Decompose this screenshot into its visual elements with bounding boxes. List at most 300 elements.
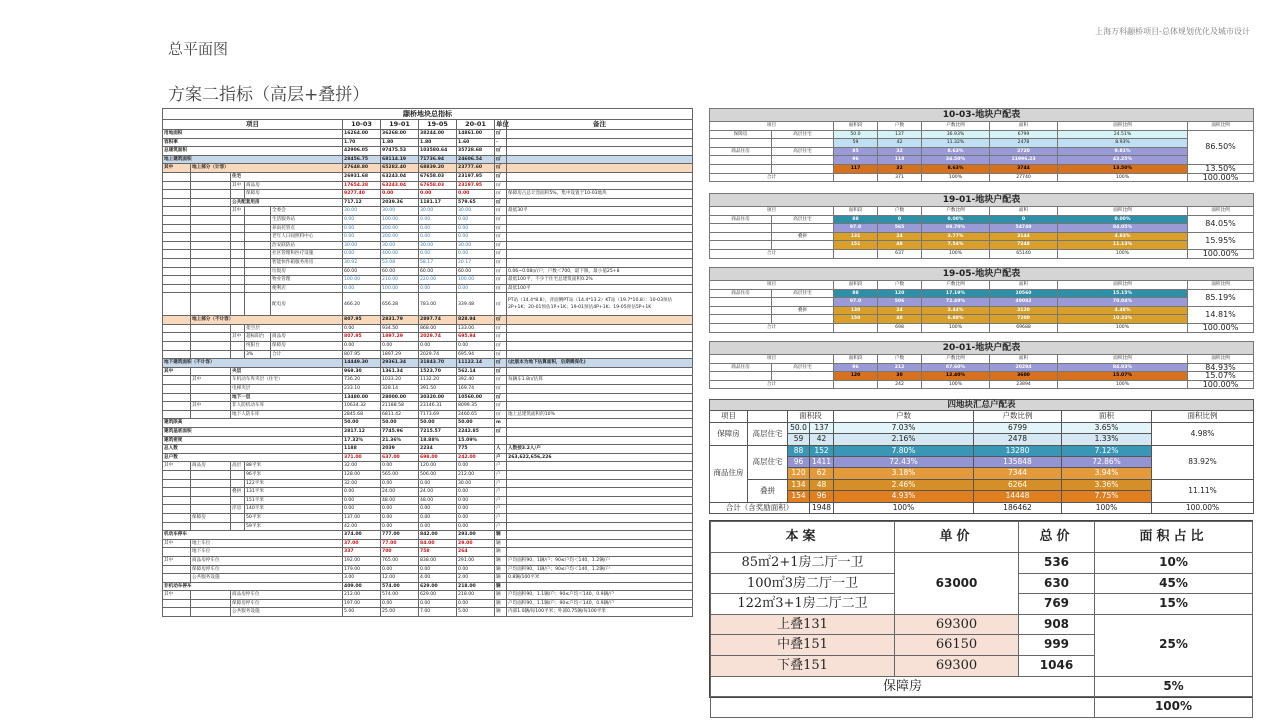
price-row — [711, 553, 1253, 574]
row-label: 非机动车停车 — [163, 582, 343, 591]
cell-value: 1033.20 — [381, 376, 419, 385]
row-label: 总建筑面积 — [163, 147, 343, 156]
cell-value: 0.00% — [1058, 215, 1188, 224]
cell-value: 11996.23 — [990, 156, 1058, 165]
cell-value: 2039.36 — [381, 198, 419, 207]
cell-value: 242 — [878, 380, 922, 389]
row-label: 地下建筑面积（不计容） — [163, 359, 343, 368]
cell-value: 0.00 — [419, 513, 457, 522]
unit-type: 中叠151 — [711, 635, 895, 656]
merged-ratio: 13.50% — [1188, 164, 1254, 173]
cell-value: 6.88% — [922, 315, 990, 324]
table-row — [163, 181, 693, 190]
cell-value: 120 — [834, 372, 878, 381]
cell-unit: m — [495, 419, 507, 428]
row-group-label — [163, 233, 191, 242]
table-row — [163, 367, 693, 376]
type-label: 高层住宅 — [748, 445, 788, 479]
cell-value: 135848 — [974, 457, 1062, 468]
type-label: 高层住宅 — [772, 363, 834, 372]
row-group-label — [163, 190, 191, 199]
cell-value: 2831.79 — [381, 316, 419, 325]
cell-value: 242.00 — [457, 453, 495, 462]
category-label — [710, 164, 772, 173]
cell-value — [834, 173, 878, 182]
type-label: 高层住宅 — [772, 130, 834, 139]
category-label — [710, 224, 772, 233]
cell-value: 0.00 — [419, 505, 457, 514]
cell-unit: ㎡ — [495, 224, 507, 233]
cell-value: 13280 — [974, 445, 1062, 456]
cell-value: 11122.14 — [457, 359, 495, 368]
cell-value: 200.00 — [381, 233, 419, 242]
cell-value: 11.13% — [1058, 241, 1188, 250]
table-row — [163, 233, 693, 242]
row-group-label — [245, 207, 271, 216]
merged-ratio: 15.95% — [1188, 232, 1254, 249]
cell-value: 233.10 — [343, 385, 381, 394]
cell-value: 698 — [878, 323, 922, 332]
table-row — [163, 138, 693, 147]
column-header: 备注 — [507, 120, 693, 130]
cell-value: 24 — [878, 306, 922, 315]
cell-value: 50.0 — [834, 130, 878, 139]
merged-ratio: 86.50% — [1188, 130, 1254, 164]
cell-value: 60.00 — [381, 267, 419, 276]
cell-value: 88.70% — [922, 224, 990, 233]
cell-value: 72.43% — [834, 457, 974, 468]
cell-value: 97.0 — [834, 224, 878, 233]
cell-value: 1361.34 — [381, 367, 419, 376]
column-header: 户数 — [834, 411, 974, 422]
cell-remark: 最低100平 — [507, 284, 693, 293]
total-label: 合计（含奖励面积） — [710, 502, 810, 513]
block-table — [709, 267, 1253, 333]
column-header: 户数比例 — [922, 355, 990, 364]
column-header: 面积比例 — [1058, 281, 1188, 290]
block-title-row — [710, 342, 1254, 355]
cell-value: 3600 — [990, 372, 1058, 381]
column-header: 单位 — [496, 120, 509, 128]
row-group-label — [163, 574, 191, 583]
cell-value: 0.00% — [922, 215, 990, 224]
cell-value: 21188.58 — [381, 402, 419, 411]
column-header: 19-01 — [381, 120, 419, 130]
cell-value: 24 — [878, 232, 922, 241]
cell-value: 2234 — [419, 445, 457, 454]
total-price: 1046 — [1019, 655, 1095, 676]
row-group-label — [163, 513, 191, 522]
cell-value: 0.00 — [343, 233, 381, 242]
block-row — [710, 372, 1254, 381]
cell-value: 807.95 — [343, 333, 381, 342]
cell-value: 30.00 — [419, 207, 457, 216]
row-group-label — [231, 479, 245, 488]
area-ratio: 25% — [1095, 614, 1253, 676]
category-label — [710, 241, 772, 250]
type-label: 高层住宅 — [772, 215, 834, 224]
row-group-label: 商品房 — [191, 462, 231, 471]
block-row — [710, 232, 1254, 241]
row-group-label — [245, 215, 271, 224]
cell-value: 2478 — [974, 434, 1062, 445]
cell-remark — [507, 224, 693, 233]
row-label: 治安联防站 — [271, 241, 343, 250]
row-label: 公共服务设施 — [231, 608, 343, 617]
table-title: 颛桥地块总指标 — [163, 109, 693, 120]
cell-value: 0.00 — [457, 224, 495, 233]
column-header: 10-03 — [343, 120, 381, 130]
cell-value: 16264.00 — [343, 130, 381, 139]
cell-value: 67658.03 — [419, 181, 457, 190]
row-group-label — [231, 267, 245, 276]
cell-value: 38244.00 — [419, 130, 457, 139]
cell-unit: ㎡ — [495, 333, 507, 342]
table-title-row — [163, 109, 693, 120]
cell-unit: 户 — [495, 479, 507, 488]
cell-value: 7200 — [990, 315, 1058, 324]
cell-value: 574.00 — [381, 591, 419, 600]
row-group-label: 其中 — [231, 333, 245, 342]
cell-remark — [507, 436, 693, 445]
table-row — [163, 333, 693, 342]
cell-remark — [507, 402, 693, 411]
cell-value: 24.00 — [381, 488, 419, 497]
row-label: 电梯夹层 — [231, 385, 343, 394]
cell-value: 88 — [788, 445, 810, 456]
cell-value: 2242.85 — [457, 428, 495, 437]
row-group-label — [163, 479, 191, 488]
cell-value: 0.00 — [343, 505, 381, 514]
cell-value: 565.00 — [381, 470, 419, 479]
cell-unit: ㎡ — [495, 293, 507, 316]
cell-value: 63243.04 — [381, 172, 419, 181]
cell-value: 7.03% — [834, 422, 974, 433]
table-row — [163, 267, 693, 276]
row-group-label: 其中 — [191, 376, 231, 385]
column-header: 户数 — [878, 207, 922, 216]
cell-unit: ㎡ — [495, 267, 507, 276]
cell-remark: 0.8辆/100平米 — [507, 574, 693, 583]
table-row — [163, 565, 693, 574]
cell-value: 103580.64 — [419, 147, 457, 156]
row-label: 地下人防车库 — [231, 410, 343, 419]
cell-remark: 内部1.0辆/每100平米；外部0.75辆/每100平米 — [507, 608, 693, 617]
cell-remark — [507, 531, 693, 540]
cell-remark — [507, 316, 693, 325]
cell-value: 0.00 — [381, 190, 419, 199]
cell-value: 84.00 — [419, 539, 457, 548]
column-header: 面积段 — [834, 207, 878, 216]
cell-value: 11.32% — [922, 139, 990, 148]
column-header: 面积 — [990, 281, 1058, 290]
cell-remark — [507, 582, 693, 591]
cell-value: 0.00 — [343, 224, 381, 233]
column-header: 20-01 — [457, 120, 495, 130]
cell-value: 100% — [1058, 380, 1188, 389]
column-header: 面积比例 — [1058, 207, 1188, 216]
cell-value: 37.00 — [343, 539, 381, 548]
table-row — [163, 453, 693, 462]
cell-value: 100% — [1058, 173, 1188, 182]
row-group-label — [191, 522, 231, 531]
cell-unit: 辆 — [495, 548, 507, 557]
cell-value: 0.00 — [419, 342, 457, 351]
cell-value: 67658.03 — [419, 172, 457, 181]
cell-value: 7173.69 — [419, 410, 457, 419]
row-label: 地上车位 — [191, 539, 343, 548]
cell-value: 0.00 — [419, 215, 457, 224]
cell-remark: 户均面积90，1辆/户；90≤户均＜140，1.2辆/户 — [507, 565, 693, 574]
cell-value: 120 — [788, 468, 810, 479]
block-header-row — [710, 281, 1254, 290]
cell-remark: 最低100平，不少于住宅总建筑面积0.2% — [507, 276, 693, 285]
cell-value: 3.00 — [343, 574, 381, 583]
row-label: 容积率 — [163, 138, 343, 147]
cell-value: 23197.95 — [457, 181, 495, 190]
block-row — [710, 147, 1254, 156]
table-row — [163, 207, 693, 216]
cell-value: 807.95 — [343, 350, 381, 359]
cell-value: 72.49% — [922, 298, 990, 307]
row-group-label — [163, 207, 191, 216]
cell-unit: ㎡ — [495, 376, 507, 385]
cell-unit: ㎡ — [495, 130, 507, 139]
cell-unit: 辆 — [495, 608, 507, 617]
row-group-label — [191, 250, 231, 259]
row-group-label — [231, 470, 245, 479]
cell-remark: PT站（14.4*8.8），背面侧PT站（14.4*13.2）KT站（19.7*10.8）；10-03预估2P+1K；20-01预估1P+1K；19-01预估4P+1K；19-05预估5P+1K — [507, 293, 693, 316]
unit-price: 66150 — [895, 635, 1019, 656]
merged-ratio: 11.11% — [1152, 479, 1254, 502]
cell-value: 0.00 — [381, 522, 419, 531]
cell-unit: ㎡ — [495, 367, 507, 376]
row-group-label: 叠拼 — [231, 488, 245, 497]
cell-value: 2.46% — [834, 479, 974, 490]
table-row — [163, 324, 693, 333]
cell-unit: ㎡ — [495, 250, 507, 259]
area-ratio: 45% — [1095, 573, 1253, 594]
row-group-label — [191, 393, 231, 402]
cell-value: 8.93% — [1058, 139, 1188, 148]
cell-value: 24.51% — [1058, 130, 1188, 139]
row-group-label — [191, 342, 231, 351]
type-label — [772, 164, 834, 173]
table-row — [163, 531, 693, 540]
cell-value: 32 — [878, 147, 922, 156]
row-label: 机动车停车 — [163, 531, 343, 540]
row-group-label — [163, 599, 191, 608]
cell-value: 100.00 — [381, 284, 419, 293]
row-label: 建筑限高 — [163, 419, 343, 428]
cell-remark — [507, 393, 693, 402]
summary-title: 四地块汇总户配表 — [710, 400, 1254, 411]
row-group-label — [231, 324, 245, 333]
column-header: 单价 — [895, 522, 1019, 553]
cell-remark — [507, 488, 693, 497]
cell-value: 2.16% — [834, 434, 974, 445]
unit-type: 100㎡3房二厅一卫 — [711, 573, 895, 594]
cell-value: 0.00 — [381, 342, 419, 351]
cell-value: 137 — [810, 422, 834, 433]
cell-value: 100% — [1062, 502, 1152, 513]
price-header-row — [711, 522, 1253, 553]
row-group-label — [191, 410, 231, 419]
row-group-label — [163, 385, 191, 394]
cell-value: 574.00 — [381, 582, 419, 591]
cell-value: 7.00 — [419, 608, 457, 617]
category-label: 商品住房 — [710, 147, 772, 156]
cell-unit: ㎡ — [495, 233, 507, 242]
cell-value: 48 — [878, 315, 922, 324]
cell-value: 30.00 — [457, 207, 495, 216]
cell-value: 100% — [922, 380, 990, 389]
cell-remark: 263,622,656,226 — [507, 453, 693, 462]
cell-value: 42 — [810, 434, 834, 445]
cell-value: 128.00 — [343, 470, 381, 479]
column-header: 面积比例 — [1188, 355, 1254, 364]
cell-remark — [507, 198, 693, 207]
cell-value: 42 — [878, 139, 922, 148]
category-label — [710, 306, 772, 315]
row-group-label — [191, 350, 231, 359]
cell-value: 391.50 — [419, 385, 457, 394]
cell-remark: 0.06~0.08㎡/户，户数＜700，最下限，最小值25+8 — [507, 267, 693, 276]
cell-value: 218.00 — [457, 582, 495, 591]
unit-price: 69300 — [895, 655, 1019, 676]
row-group-label — [231, 522, 245, 531]
row-label: 总户数 — [163, 453, 343, 462]
block-row — [710, 380, 1254, 389]
cell-value: 409.00 — [343, 582, 381, 591]
cell-value: 20294 — [990, 363, 1058, 372]
row-group-label — [231, 276, 245, 285]
cell-value: 36268.00 — [381, 130, 419, 139]
cell-value: 0.00 — [457, 342, 495, 351]
block-row — [710, 156, 1254, 165]
row-label: 商品房 — [271, 333, 343, 342]
cell-value: 4.00 — [419, 574, 457, 583]
cell-value: 58.17 — [419, 258, 457, 267]
cell-remark — [507, 324, 693, 333]
cell-value: 0.00 — [419, 599, 457, 608]
cell-value: 186462 — [974, 502, 1062, 513]
cell-unit: 辆 — [495, 556, 507, 565]
table-row — [163, 608, 693, 617]
block-title: 19-01-地块户配表 — [710, 194, 1254, 207]
cell-value: 30320.00 — [419, 393, 457, 402]
cell-value: 3.65% — [1062, 422, 1152, 433]
cell-value: 637.00 — [381, 453, 419, 462]
cell-value: 50.0 — [788, 422, 810, 433]
row-group-label — [191, 505, 231, 514]
cell-value: 400.00 — [381, 250, 419, 259]
cell-value: 1.70 — [343, 138, 381, 147]
table-header-row — [163, 120, 693, 130]
cell-value: 65282.40 — [381, 164, 419, 173]
cell-value: 15.07% — [1058, 372, 1188, 381]
unit-type: 保障房 — [711, 676, 1095, 697]
column-header: 项目 — [710, 411, 748, 422]
total-price: 999 — [1019, 635, 1095, 656]
cell-value: 17.19% — [922, 289, 990, 298]
cell-value: 6264 — [974, 479, 1062, 490]
cell-value: 698.00 — [419, 453, 457, 462]
cell-value: 130 — [834, 306, 878, 315]
cell-value: 3.94% — [1062, 468, 1152, 479]
cell-value: 137 — [878, 130, 922, 139]
table-row — [163, 258, 693, 267]
cell-unit: ㎡ — [495, 342, 507, 351]
cell-unit: ㎡ — [495, 190, 507, 199]
row-group-label — [191, 293, 231, 316]
cell-remark — [507, 419, 693, 428]
cell-value: 2817.12 — [343, 428, 381, 437]
column-header — [748, 411, 788, 422]
cell-value: 88 — [834, 215, 878, 224]
cell-unit: 户 — [495, 505, 507, 514]
block-header-row — [710, 122, 1254, 131]
cell-value: 1897.29 — [381, 350, 419, 359]
cell-value: 0.00 — [457, 250, 495, 259]
column-header: 面积段 — [834, 355, 878, 364]
column-header: 面积比例 — [1188, 207, 1254, 216]
cell-remark — [507, 130, 693, 139]
cell-value: 100.00% — [1152, 502, 1254, 513]
cell-remark — [507, 241, 693, 250]
merged-ratio: 15.07% — [1188, 372, 1254, 381]
cell-value: 565 — [878, 224, 922, 233]
cell-value: 3.36% — [1062, 479, 1152, 490]
row-group-label — [191, 190, 231, 199]
cell-value: 15.09% — [457, 436, 495, 445]
cell-unit: 辆 — [495, 539, 507, 548]
row-label: 智能快件箱服务用房 — [271, 258, 343, 267]
cell-value: 8.63% — [922, 164, 990, 173]
row-label: 建筑密度 — [163, 436, 343, 445]
row-group-label — [191, 172, 231, 181]
cell-value: 1.33% — [1062, 434, 1152, 445]
cell-value: 14449.30 — [343, 359, 381, 368]
row-label: 地下一层 — [231, 393, 343, 402]
row-group-label: 其中 — [163, 591, 191, 600]
row-group-label — [163, 250, 191, 259]
row-group-label — [245, 250, 271, 259]
row-group-label — [163, 505, 191, 514]
cell-remark: 每辆车1.8㎡估算 — [507, 376, 693, 385]
cell-value: 0.00 — [419, 522, 457, 531]
row-group-label — [191, 258, 231, 267]
cell-value: 150 — [834, 315, 878, 324]
cell-value: 6799 — [974, 422, 1062, 433]
cell-value: 100% — [922, 323, 990, 332]
cell-value: 695.94 — [457, 350, 495, 359]
cell-value: 293.00 — [457, 531, 495, 540]
cell-value: 212 — [878, 363, 922, 372]
cell-value: 137.00 — [343, 513, 381, 522]
block-row — [710, 363, 1254, 372]
summary-title-row — [710, 400, 1254, 411]
row-label: 公共配套用房 — [231, 198, 343, 207]
type-label: 高层住宅 — [772, 289, 834, 298]
column-header: 面积段 — [834, 122, 878, 131]
table-row — [163, 155, 693, 164]
cell-value: 117 — [834, 164, 878, 173]
cell-value: 1.80 — [381, 138, 419, 147]
cell-value: 0.00 — [419, 284, 457, 293]
block-row — [710, 139, 1254, 148]
row-label: 夹层 — [231, 367, 343, 376]
